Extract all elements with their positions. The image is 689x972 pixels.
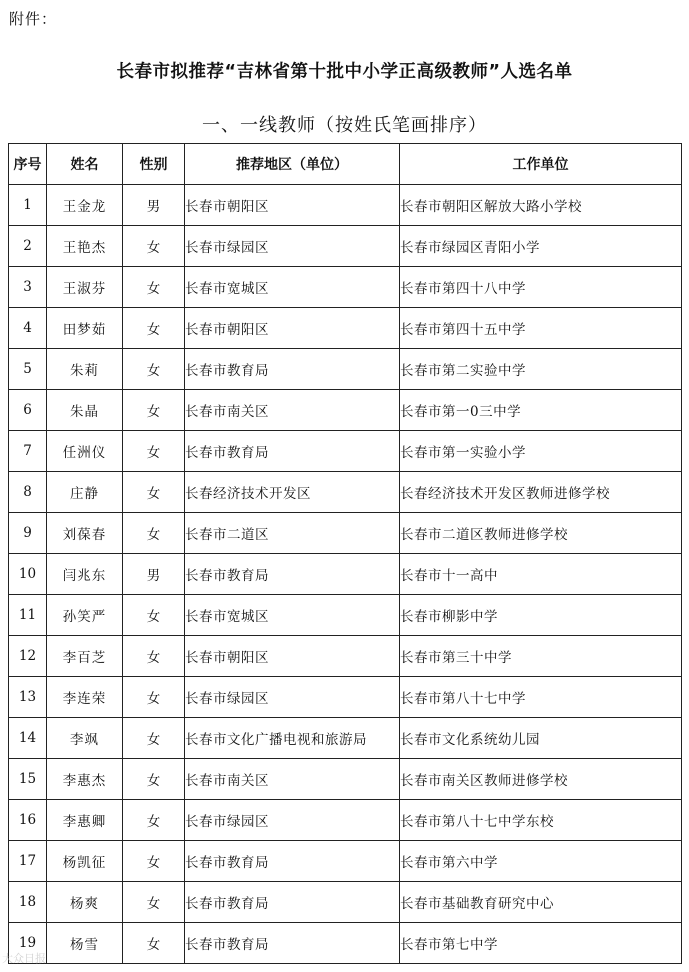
cell-unit: 长春市南关区教师进修学校 [400, 759, 682, 800]
table-row [9, 882, 682, 923]
cell-unit: 长春市第三十中学 [400, 636, 682, 677]
cell-no: 10 [9, 554, 47, 595]
cell-gender: 女 [123, 513, 185, 554]
cell-name: 朱晶 [47, 390, 123, 431]
cell-name: 李连荣 [47, 677, 123, 718]
table-row [9, 677, 682, 718]
table-row [9, 349, 682, 390]
cell-unit: 长春市第七中学 [400, 923, 682, 964]
cell-region: 长春市朝阳区 [185, 636, 400, 677]
cell-gender: 女 [123, 636, 185, 677]
cell-region: 长春市绿园区 [185, 226, 400, 267]
table-body [9, 185, 682, 964]
cell-unit: 长春市朝阳区解放大路小学校 [400, 185, 682, 226]
cell-no: 13 [9, 677, 47, 718]
table-row [9, 513, 682, 554]
cell-region: 长春市教育局 [185, 554, 400, 595]
table-header-row [9, 144, 682, 185]
cell-gender: 女 [123, 226, 185, 267]
table-row [9, 636, 682, 677]
cell-region: 长春市宽城区 [185, 267, 400, 308]
table-row [9, 226, 682, 267]
cell-no: 16 [9, 800, 47, 841]
header-gender: 性别 [123, 144, 185, 185]
cell-name: 田梦茹 [47, 308, 123, 349]
cell-name: 任洲仪 [47, 431, 123, 472]
cell-unit: 长春市第二实验中学 [400, 349, 682, 390]
cell-gender: 女 [123, 841, 185, 882]
cell-gender: 女 [123, 349, 185, 390]
table-row [9, 718, 682, 759]
cell-region: 长春市绿园区 [185, 677, 400, 718]
table-row [9, 800, 682, 841]
cell-name: 杨雪 [47, 923, 123, 964]
cell-region: 长春市朝阳区 [185, 185, 400, 226]
cell-region: 长春市教育局 [185, 882, 400, 923]
cell-name: 王艳杰 [47, 226, 123, 267]
section-subtitle: 一、一线教师（按姓氏笔画排序） [202, 115, 487, 136]
cell-gender: 女 [123, 431, 185, 472]
cell-region: 长春市文化广播电视和旅游局 [185, 718, 400, 759]
cell-no: 4 [9, 308, 47, 349]
cell-no: 7 [9, 431, 47, 472]
cell-gender: 女 [123, 308, 185, 349]
cell-name: 庄静 [47, 472, 123, 513]
cell-gender: 女 [123, 800, 185, 841]
cell-unit: 长春市第八十七中学东校 [400, 800, 682, 841]
cell-region: 长春市教育局 [185, 923, 400, 964]
cell-unit: 长春经济技术开发区教师进修学校 [400, 472, 682, 513]
cell-region: 长春市绿园区 [185, 800, 400, 841]
cell-unit: 长春市第一实验小学 [400, 431, 682, 472]
cell-region: 长春市教育局 [185, 349, 400, 390]
cell-unit: 长春市第六中学 [400, 841, 682, 882]
table-row [9, 185, 682, 226]
document-title: 长春市拟推荐“吉林省第十批中小学正高级教师”人选名单 [116, 62, 573, 82]
cell-gender: 女 [123, 267, 185, 308]
header-no: 序号 [9, 144, 47, 185]
cell-no: 12 [9, 636, 47, 677]
cell-gender: 女 [123, 718, 185, 759]
cell-gender: 男 [123, 554, 185, 595]
cell-no: 18 [9, 882, 47, 923]
cell-region: 长春市二道区 [185, 513, 400, 554]
cell-no: 3 [9, 267, 47, 308]
cell-name: 李飒 [47, 718, 123, 759]
cell-name: 刘葆春 [47, 513, 123, 554]
cell-unit: 长春市绿园区青阳小学 [400, 226, 682, 267]
cell-name: 杨爽 [47, 882, 123, 923]
cell-gender: 女 [123, 677, 185, 718]
cell-no: 8 [9, 472, 47, 513]
attachment-label: 附件： [9, 10, 58, 28]
cell-region: 长春市宽城区 [185, 595, 400, 636]
cell-unit: 长春市第八十七中学 [400, 677, 682, 718]
cell-name: 李百芝 [47, 636, 123, 677]
cell-name: 朱莉 [47, 349, 123, 390]
table-row [9, 472, 682, 513]
cell-gender: 女 [123, 759, 185, 800]
cell-gender: 男 [123, 185, 185, 226]
cell-region: 长春市教育局 [185, 841, 400, 882]
cell-no: 2 [9, 226, 47, 267]
cell-unit: 长春市十一高中 [400, 554, 682, 595]
cell-no: 11 [9, 595, 47, 636]
table-row [9, 595, 682, 636]
cell-gender: 女 [123, 923, 185, 964]
table-row [9, 554, 682, 595]
table-row [9, 308, 682, 349]
candidate-table [8, 143, 682, 964]
watermark: 大众日报 [2, 952, 46, 965]
cell-no: 17 [9, 841, 47, 882]
cell-unit: 长春市柳影中学 [400, 595, 682, 636]
cell-no: 14 [9, 718, 47, 759]
cell-name: 孙笑严 [47, 595, 123, 636]
cell-no: 5 [9, 349, 47, 390]
cell-unit: 长春市第四十八中学 [400, 267, 682, 308]
cell-gender: 女 [123, 472, 185, 513]
cell-region: 长春市教育局 [185, 431, 400, 472]
table-row [9, 267, 682, 308]
cell-region: 长春市南关区 [185, 390, 400, 431]
header-region: 推荐地区（单位） [185, 144, 400, 185]
cell-unit: 长春市文化系统幼儿园 [400, 718, 682, 759]
cell-name: 李惠卿 [47, 800, 123, 841]
table-row [9, 431, 682, 472]
cell-no: 9 [9, 513, 47, 554]
cell-unit: 长春市第一0三中学 [400, 390, 682, 431]
cell-name: 闫兆东 [47, 554, 123, 595]
cell-no: 15 [9, 759, 47, 800]
cell-unit: 长春市二道区教师进修学校 [400, 513, 682, 554]
cell-region: 长春市朝阳区 [185, 308, 400, 349]
cell-name: 李惠杰 [47, 759, 123, 800]
table-row [9, 390, 682, 431]
cell-unit: 长春市第四十五中学 [400, 308, 682, 349]
cell-gender: 女 [123, 882, 185, 923]
table-row [9, 923, 682, 964]
header-name: 姓名 [47, 144, 123, 185]
cell-gender: 女 [123, 390, 185, 431]
cell-region: 长春经济技术开发区 [185, 472, 400, 513]
cell-no: 1 [9, 185, 47, 226]
table-row [9, 759, 682, 800]
cell-name: 王淑芬 [47, 267, 123, 308]
cell-region: 长春市南关区 [185, 759, 400, 800]
table-row [9, 841, 682, 882]
cell-no: 19 [9, 923, 47, 964]
cell-name: 杨凯征 [47, 841, 123, 882]
header-unit: 工作单位 [400, 144, 682, 185]
cell-no: 6 [9, 390, 47, 431]
cell-name: 王金龙 [47, 185, 123, 226]
cell-gender: 女 [123, 595, 185, 636]
cell-unit: 长春市基础教育研究中心 [400, 882, 682, 923]
